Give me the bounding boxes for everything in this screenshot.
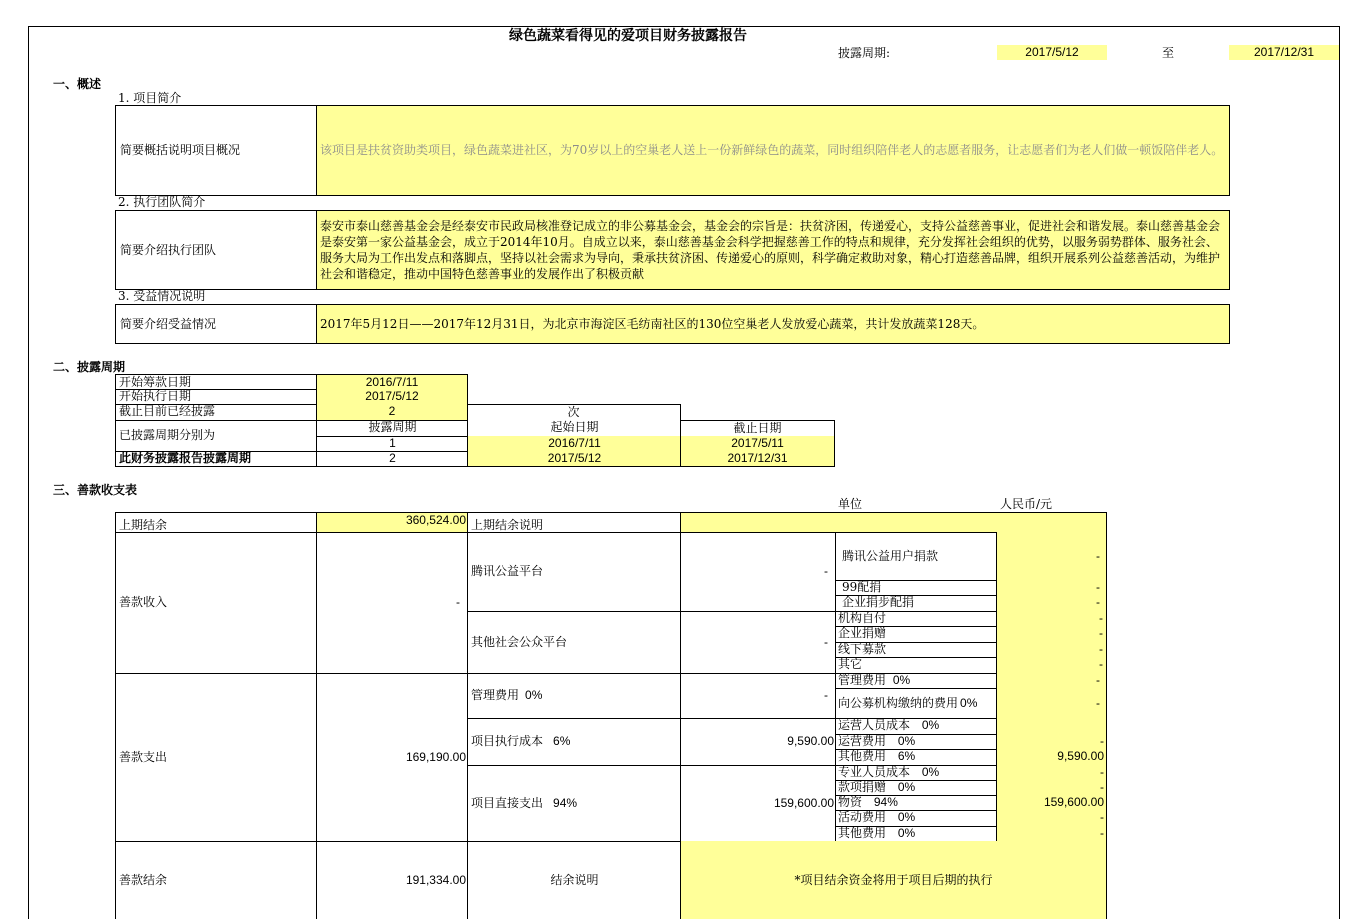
mgmt-sub-label: [835, 673, 997, 689]
expense-value-text: 169,190.00: [405, 749, 466, 764]
benefit-heading: 3. 受益情况说明: [118, 289, 206, 303]
other-fee2-label-text: 其他费用: [838, 826, 887, 840]
col-period: 披露周期: [316, 420, 468, 437]
start-raise-label: 开始筹款日期: [115, 374, 317, 390]
team-heading: 2. 执行团队简介: [118, 195, 206, 209]
current-end: 2017/12/31: [680, 451, 835, 467]
activity-pct: 0%: [897, 810, 916, 824]
other-fee-label-text: 其他费用: [838, 749, 887, 763]
ops-staff-label: [835, 718, 997, 735]
start-exec-value: 2017/5/12: [316, 389, 468, 405]
mgmt-value: [680, 673, 836, 719]
team-text: [316, 210, 1230, 290]
page-top-border: [28, 26, 1340, 27]
income-label: [115, 532, 317, 674]
mgmt-sub-label-text: 管理费用: [838, 673, 887, 687]
current-period: 2: [316, 451, 468, 467]
exec-cost-label: [467, 718, 681, 766]
ops-fee-label-text: 运营费用: [838, 734, 887, 748]
prev-balance-note-label: 上期结余说明: [467, 512, 681, 533]
tencent-user-value-text: -: [1096, 548, 1100, 563]
col-start: 起始日期: [467, 420, 681, 437]
benefit-label-text: 简要介绍受益情况: [120, 316, 217, 331]
activity-value: -: [996, 810, 1107, 827]
exec-cost-value: [680, 718, 836, 766]
tencent-value-text: -: [824, 564, 828, 579]
offline-label: 线下募款: [835, 642, 997, 658]
start-exec-label: 开始执行日期: [115, 389, 317, 405]
balance-note: [680, 841, 1107, 919]
public-fee-value: [996, 688, 1107, 719]
other-fee2-label: [835, 826, 997, 842]
tencent-value: [680, 532, 836, 612]
periods-label: [115, 420, 317, 452]
other-platform-label-text: 其他社会公众平台: [471, 634, 568, 649]
direct-value: [680, 765, 836, 842]
period-start: 2017/5/12: [997, 45, 1107, 60]
unit-value: 人民币/元: [1000, 497, 1053, 511]
material-value: 159,600.00: [996, 795, 1107, 811]
balance-label-text: 善款结余: [119, 872, 168, 887]
other-fee-pct: 6%: [897, 749, 916, 763]
direct-label: [467, 765, 681, 842]
balance-note-label-text: 结余说明: [550, 872, 599, 887]
period-label: 披露周期:: [838, 46, 891, 60]
benefit-label: [115, 304, 317, 344]
match99-value: -: [996, 580, 1107, 596]
period-end: 2017/12/31: [1229, 45, 1339, 60]
prev-balance-note: [680, 512, 1107, 533]
project-label-text: 简要概括说明项目概况: [120, 143, 241, 158]
mgmt-label: [467, 673, 681, 719]
match99-label: 99配捐: [835, 580, 997, 596]
current-start: 2017/5/12: [467, 451, 681, 467]
ops-fee-pct: 0%: [897, 734, 916, 748]
other-platform-label: [467, 611, 681, 674]
period-to: 至: [1162, 46, 1175, 60]
corp-step-value: -: [996, 595, 1107, 612]
row1-period: 1: [316, 436, 468, 452]
ops-staff-value: [996, 718, 1107, 735]
benefit-text-content: 2017年5月12日——2017年12月31日，为北京市海淀区毛纺南社区的130位空巢老人发放爱心蔬菜，共计发放蔬菜128天。: [320, 316, 985, 331]
mgmt-pct: 0%: [525, 688, 543, 703]
material-label: [835, 795, 997, 811]
activity-label-text: 活动费用: [838, 810, 887, 824]
ops-fee-label: [835, 734, 997, 750]
section-disclosure-title: 二、披露周期: [53, 360, 126, 374]
balance-label: [115, 841, 317, 919]
other-fee-value: 9,590.00: [996, 749, 1107, 766]
other-platform-value: [680, 611, 836, 674]
grant-label-text: 款项捐赠: [838, 780, 887, 794]
row1-start: 2016/7/11: [467, 436, 681, 452]
mgmt-label-text: 管理费用: [471, 688, 520, 703]
mgmt-sub-pct: 0%: [892, 673, 911, 687]
expense-value: [316, 673, 468, 842]
org-self-value: -: [996, 611, 1107, 627]
disclosed-unit: 次: [467, 404, 681, 421]
current-label: 此财务披露报告披露周期: [115, 451, 317, 467]
expense-label-text: 善款支出: [119, 749, 168, 764]
other-fee2-value: -: [996, 826, 1107, 842]
team-text-content: 泰安市泰山慈善基金会是经泰安市民政局核准登记成立的非公募基金会，基金会的宗旨是：扶贫济困，传递爱心，支持公益慈善事业，促进社会和谐发展。泰山慈善基金会是泰安第一家公益基金会，成立于2014年10月。自成立以来，泰山慈善基金会科学把握慈善工作的特点和规律，充分发挥社会组织的优势，以服务弱势群体、服务社会、服务大局为工作出发点和落脚点，坚持以社会需求为导向，秉承扶贫济困、传递爱心的原则，科学确定救助对象，精心打造慈善品牌，组织开展系列公益慈善活动，为维护社会和谐稳定，推动中国特色慈善事业的发展作出了积极贡献: [320, 219, 1221, 281]
exec-cost-pct: 6%: [553, 734, 571, 749]
corp-step-label: 企业捐步配捐: [835, 595, 997, 612]
balance-note-label: [467, 841, 681, 919]
other-income-label: 其它: [835, 657, 997, 674]
activity-label: [835, 810, 997, 827]
public-fee-value-text: -: [1096, 695, 1100, 710]
disclosed-label: 截止目前已经披露: [115, 404, 317, 421]
corp-donation-value: -: [996, 626, 1107, 643]
unit-label: 单位: [838, 497, 863, 511]
ops-staff-pct: 0%: [921, 718, 940, 732]
report-title: 绿色蔬菜看得见的爱项目财务披露报告: [509, 28, 747, 44]
grant-value: -: [996, 780, 1107, 796]
income-label-text: 善款收入: [119, 595, 168, 610]
tencent-user-label-text: 腾讯公益用户捐款: [842, 548, 939, 563]
project-text: [316, 105, 1230, 196]
expense-label: [115, 673, 317, 842]
ops-fee-value: -: [996, 734, 1107, 750]
grant-label: [835, 780, 997, 796]
project-text-content: 该项目是扶贫资助类项目，绿色蔬菜进社区，为70岁以上的空巢老人送上一份新鲜绿色的蔬菜，同时组织陪伴老人的志愿者服务，让志愿者们为老人们做一顿饭陪伴老人。: [320, 143, 1224, 158]
direct-label-text: 项目直接支出: [471, 795, 544, 810]
ops-staff-label-text: 运营人员成本: [838, 718, 911, 732]
page-left-border: [28, 26, 29, 919]
project-label: [115, 105, 317, 196]
offline-value: -: [996, 642, 1107, 658]
corp-donation-label: 企业捐赠: [835, 626, 997, 643]
pro-staff-pct: 0%: [921, 765, 940, 779]
direct-value-text: 159,600.00: [773, 795, 834, 810]
income-value: [316, 532, 468, 674]
exec-cost-value-text: 9,590.00: [787, 734, 834, 749]
row1-end: 2017/5/11: [680, 436, 835, 452]
prev-balance-label: 上期结余: [115, 512, 317, 533]
tencent-label-text: 腾讯公益平台: [471, 564, 544, 579]
pro-staff-label: [835, 765, 997, 781]
other-fee2-pct: 0%: [897, 826, 916, 840]
public-fee-label: [835, 688, 997, 719]
team-label-text: 简要介绍执行团队: [120, 242, 217, 257]
section-finance-title: 三、善款收支表: [53, 483, 138, 497]
tencent-user-label: [835, 532, 997, 581]
tencent-user-value: [996, 532, 1107, 581]
tencent-label: [467, 532, 681, 612]
grant-pct: 0%: [897, 780, 916, 794]
org-self-label: 机构自付: [835, 611, 997, 627]
mgmt-value-text: -: [824, 688, 828, 703]
benefit-text: [316, 304, 1230, 344]
other-platform-value-text: -: [824, 634, 828, 649]
other-fee-label: [835, 749, 997, 766]
direct-pct: 94%: [553, 795, 578, 810]
page-right-border: [1339, 26, 1340, 919]
public-fee-label-text: 向公募机构缴纳的费用: [838, 695, 959, 710]
mgmt-sub-value: -: [996, 673, 1107, 689]
periods-label-text: 已披露周期分别为: [119, 428, 216, 443]
section-overview-title: 一、概述: [53, 77, 102, 91]
material-label-text: 物资: [838, 795, 863, 809]
team-label: [115, 210, 317, 290]
prev-balance-value: 360,524.00: [316, 512, 468, 533]
pro-staff-value: -: [996, 765, 1107, 781]
pro-staff-label-text: 专业人员成本: [838, 765, 911, 779]
balance-note-text: *项目结余资金将用于项目后期的执行: [794, 872, 993, 887]
material-pct: 94%: [873, 795, 898, 809]
income-value-text: -: [456, 595, 460, 610]
start-raise-value: 2016/7/11: [316, 374, 468, 390]
public-fee-pct: 0%: [960, 695, 978, 710]
other-income-value: -: [996, 657, 1107, 674]
col-end: 截止日期: [680, 420, 835, 437]
project-heading: 1. 项目简介: [118, 91, 182, 105]
balance-value: [316, 841, 468, 919]
exec-cost-label-text: 项目执行成本: [471, 734, 544, 749]
balance-value-text: 191,334.00: [405, 872, 466, 887]
disclosed-value: 2: [316, 404, 468, 421]
